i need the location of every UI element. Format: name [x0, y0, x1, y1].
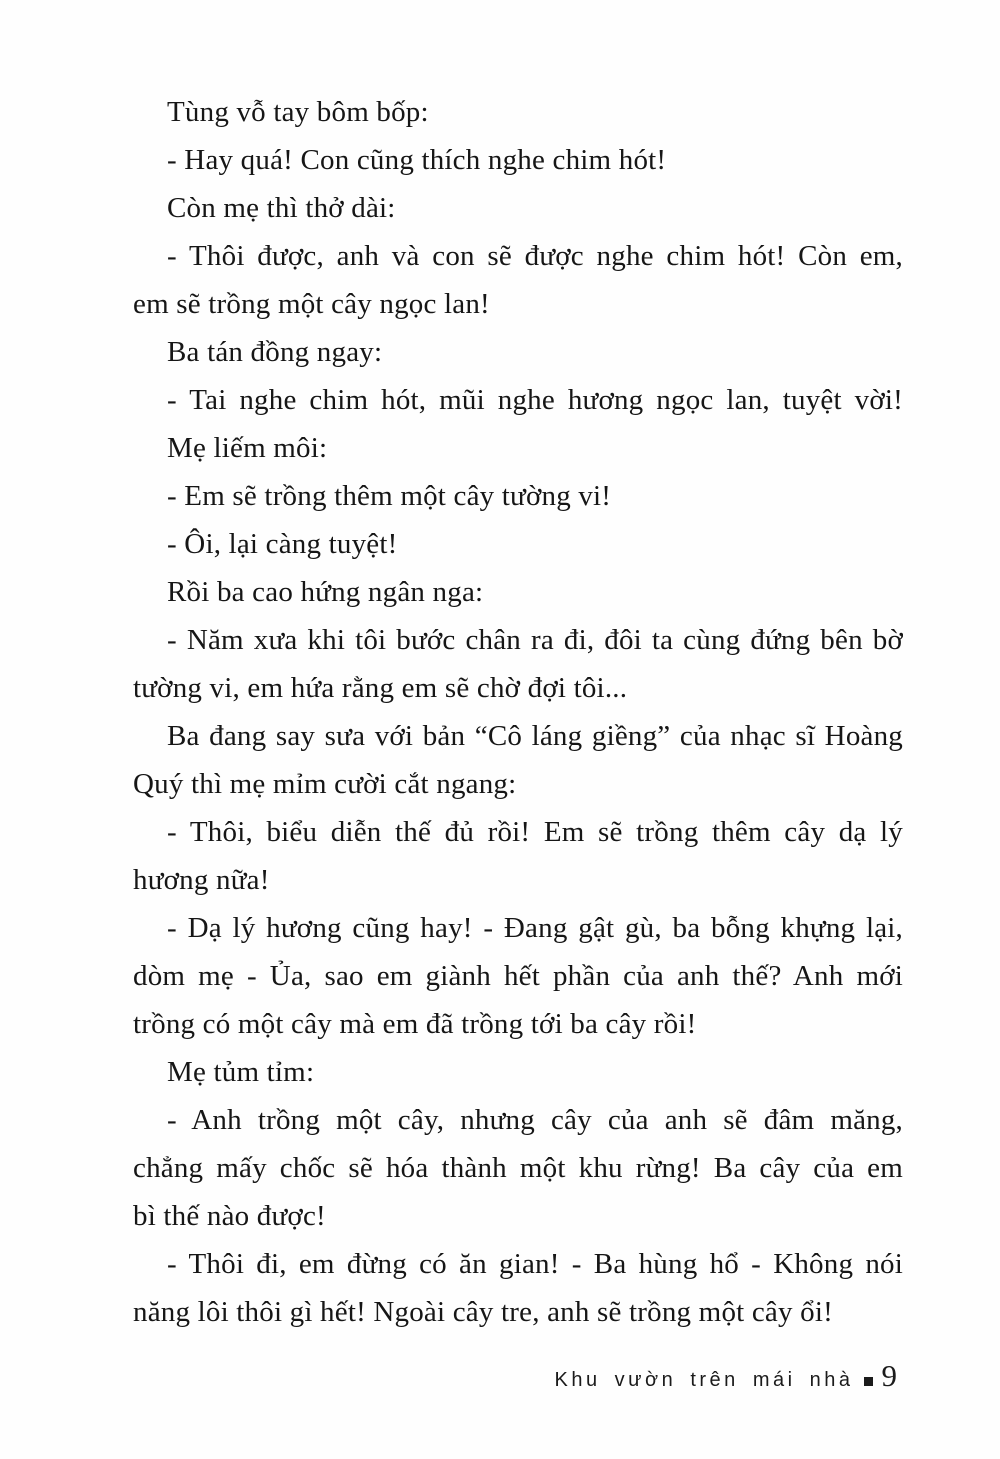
footer-page-number: 9 [881, 1358, 897, 1393]
text-line: - Năm xưa khi tôi bước chân ra đi, đôi ta cùng đứng bên bờ [167, 624, 903, 656]
square-bullet-icon [864, 1377, 873, 1386]
text-line: năng lôi thôi gì hết! Ngoài cây tre, anh sẽ trồng một cây ổi! [133, 1296, 833, 1328]
text-line: - Ôi, lại càng tuyệt! [167, 528, 398, 560]
text-line: hương nữa! [133, 864, 270, 896]
text-line: Tùng vỗ tay bôm bốp: [167, 96, 429, 128]
page-body [133, 88, 903, 1336]
text-line: Ba tán đồng ngay: [167, 336, 383, 368]
text-line: - Hay quá! Con cũng thích nghe chim hót! [167, 144, 667, 176]
text-line: bì thế nào được! [133, 1200, 326, 1232]
text-line: - Thôi, biểu diễn thế đủ rồi! Em sẽ trồng thêm cây dạ lý [167, 816, 903, 848]
text-line: Quý thì mẹ mỉm cười cắt ngang: [133, 768, 517, 800]
text-line: tường vi, em hứa rằng em sẽ chờ đợi tôi... [133, 672, 628, 704]
footer [555, 1358, 898, 1394]
text-line: - Dạ lý hương cũng hay! - Đang gật gù, ba bỗng khựng lại, [167, 912, 903, 944]
text-line: trồng có một cây mà em đã trồng tới ba cây rồi! [133, 1008, 697, 1040]
footer-book-title: Khu vườn trên mái nhà [554, 1369, 854, 1391]
text-line: chẳng mấy chốc sẽ hóa thành một khu rừng! Ba cây của em [133, 1152, 903, 1184]
text-line: dòm mẹ - Ủa, sao em giành hết phần của anh thế? Anh mới [133, 960, 903, 992]
text-line: Mẹ liếm môi: [167, 432, 328, 464]
text-line: Mẹ tủm tỉm: [167, 1056, 315, 1088]
text-line: - Thôi đi, em đừng có ăn gian! - Ba hùng hổ - Không nói [167, 1248, 903, 1280]
text-line: Ba đang say sưa với bản “Cô láng giềng” của nhạc sĩ Hoàng [167, 720, 903, 752]
text-line: - Thôi được, anh và con sẽ được nghe chim hót! Còn em, [167, 240, 903, 272]
text-line: Rồi ba cao hứng ngân nga: [167, 576, 484, 608]
text-line: - Em sẽ trồng thêm một cây tường vi! [167, 480, 612, 512]
text-line: - Tai nghe chim hót, mũi nghe hương ngọc lan, tuyệt vời! [167, 384, 903, 416]
text-line: Còn mẹ thì thở dài: [167, 192, 396, 224]
text-line: - Anh trồng một cây, nhưng cây của anh sẽ đâm măng, [167, 1104, 903, 1136]
text-line: em sẽ trồng một cây ngọc lan! [133, 288, 490, 320]
